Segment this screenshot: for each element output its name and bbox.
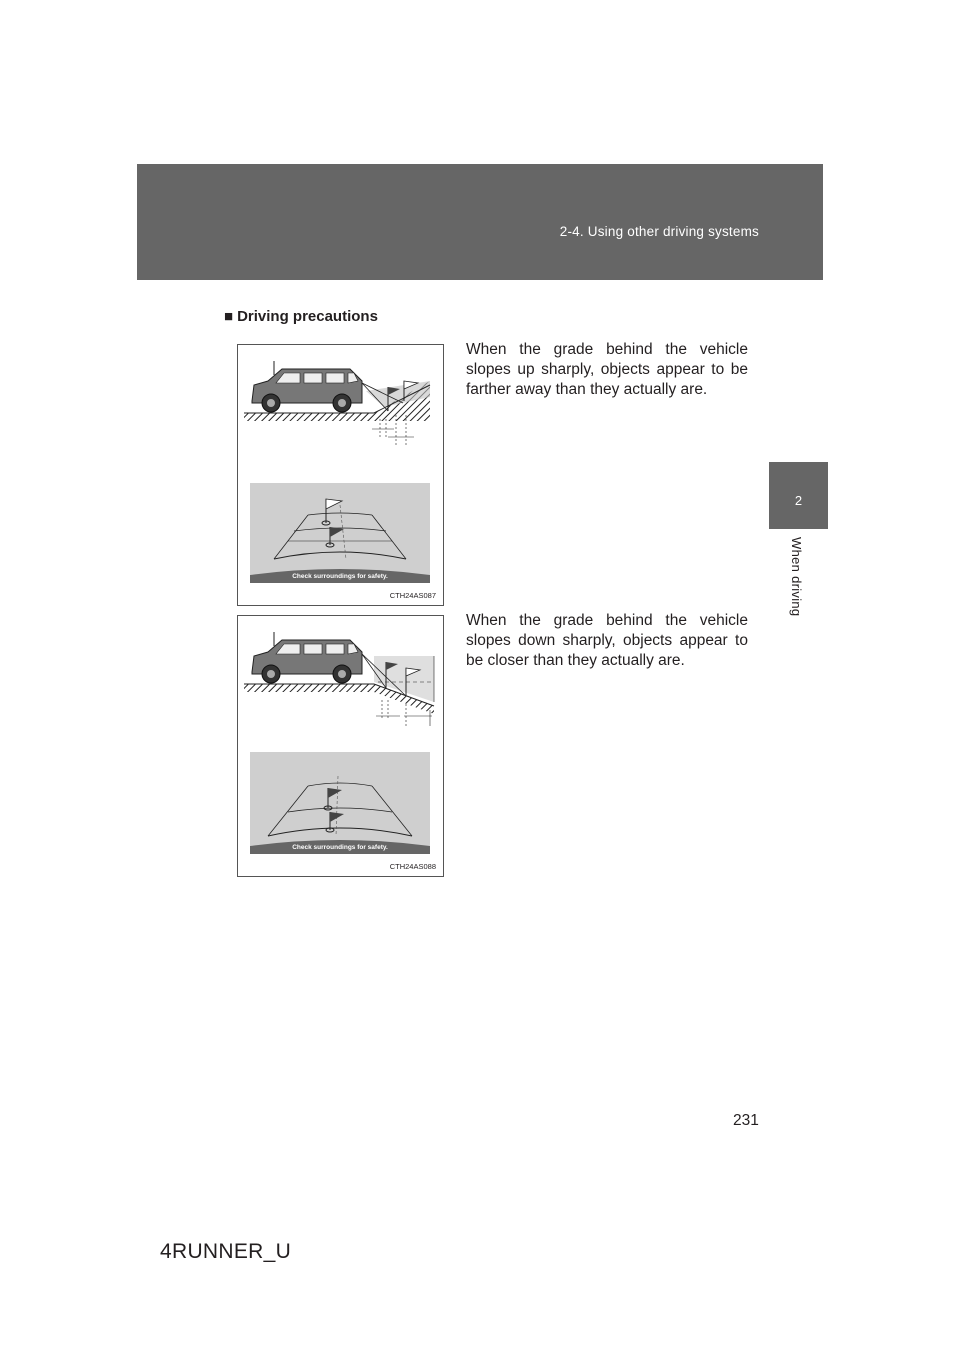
chapter-label: When driving [789, 537, 804, 617]
figure-code: CTH24AS087 [389, 591, 436, 600]
vehicle-icon [252, 369, 362, 412]
paragraph-slope-down: When the grade behind the vehicle slopes down sharply, objects appear to be closer than they actually are. [466, 612, 748, 669]
model-code: 4RUNNER_U [160, 1240, 292, 1263]
header-band [137, 164, 823, 280]
monitor-view [250, 752, 430, 854]
chapter-tab [769, 462, 828, 529]
ground-hatch [244, 684, 374, 692]
section-title: 2-4. Using other driving systems [559, 224, 759, 239]
monitor-message: Check surroundings for safety. [292, 573, 388, 580]
slope-down-illustration [238, 616, 443, 876]
vehicle-icon [252, 640, 362, 683]
figure-code: CTH24AS088 [389, 862, 436, 871]
heading-text: Driving precautions [237, 308, 378, 325]
monitor-view [250, 483, 430, 583]
heading-bullet: ■ [224, 308, 234, 325]
figure-slope-down [237, 615, 444, 877]
figure-slope-up [237, 344, 444, 606]
paragraph-slope-up: When the grade behind the vehicle slopes up sharply, objects appear to be farther away than they actually are. [466, 341, 748, 398]
page-number: 231 [733, 1112, 759, 1129]
ground-hatch [244, 413, 374, 421]
slope-up-illustration [238, 345, 443, 605]
chapter-number: 2 [794, 493, 803, 508]
section-heading [224, 308, 378, 325]
monitor-message: Check surroundings for safety. [292, 844, 388, 851]
